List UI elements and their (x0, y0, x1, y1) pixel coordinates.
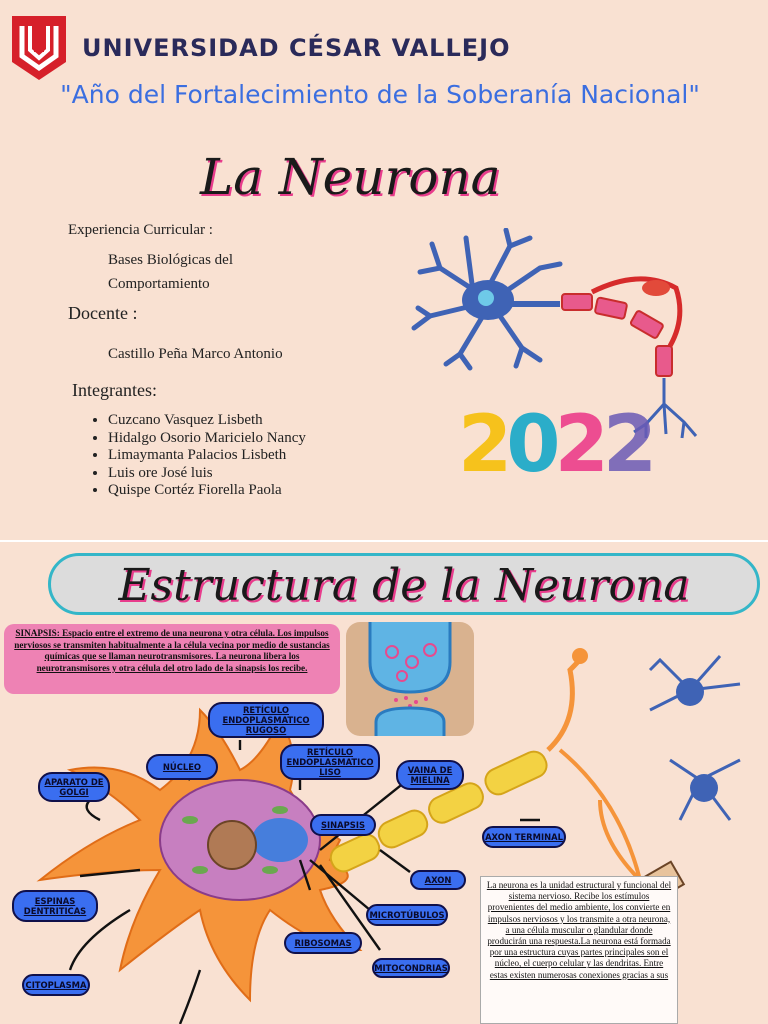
university-name: UNIVERSIDAD CÉSAR VALLEJO (82, 34, 511, 62)
year-graphic (458, 400, 651, 490)
label-axon-terminal: AXON TERMINAL (482, 826, 566, 848)
label-mitocondrias: MITOCONDRIAS (372, 958, 450, 978)
course-name-line1: Bases Biológicas del (108, 252, 233, 268)
label-mielina: VAINA DE MIELINA (396, 760, 464, 790)
page-divider (0, 540, 768, 542)
list-item: • Limaymanta Palacios Lisbeth (108, 447, 306, 465)
list-item: • Hidalgo Osorio Maricielo Nancy (108, 430, 306, 448)
label-sinapsis: SINAPSIS (310, 814, 376, 836)
year-digit: 2 (602, 400, 652, 490)
neuron-description: La neurona es la unidad estructural y funcional del sistema nervioso. Recibe los estímulos provenientes del medio ambiente, los convierte en impulsos nerviosos y los transmite a otra neurona, a una célula muscular o glandular donde producirán una respuesta.La neurona está formada por una estructura cuyas partes principales son el núcleo, el cuerpo celular y las dendritas. Entre estas existen numerosas conexiones gracias a sus (480, 876, 678, 1024)
label-golgi: APARATO DE GOLGI (38, 772, 110, 802)
list-item: • Cuzcano Vasquez Lisbeth (108, 412, 306, 430)
list-item: • Quispe Cortéz Fiorella Paola (108, 482, 306, 500)
year-digit: 2 (554, 400, 603, 490)
course-name-line2: Comportamiento (108, 276, 210, 292)
label-espinas: ESPINAS DENTRITICAS (12, 890, 98, 922)
teacher-label: Docente : (68, 303, 138, 323)
year-digit: 2 (458, 400, 507, 490)
members-list (90, 412, 306, 500)
section-title: Estructura de la Neurona (118, 560, 690, 611)
synapse-definition: SINAPSIS: Espacio entre el extremo de una neurona y otra célula. Los impulsos nerviosos se transmiten habitualmente a la célula vecina por medio de sustancias químicas que se llaman neurotransmisores. La neurona libera los neurotransmisores y otra célula del otro lado de la sinapsis los recibe. (4, 624, 340, 694)
year-digit: 0 (506, 400, 555, 490)
label-ribosomas: RIBOSOMAS (284, 932, 362, 954)
page-title: La Neurona (200, 148, 501, 206)
teacher-name: Castillo Peña Marco Antonio (108, 346, 283, 362)
label-axon: AXON (410, 870, 466, 890)
label-reticulo-liso: RETÍCULO ENDOPLASMATICO LISO (280, 744, 380, 780)
label-nucleo: NÚCLEO (146, 754, 218, 780)
university-logo (10, 12, 68, 82)
label-reticulo-rugoso: RETÍCULO ENDOPLASMATICO RUGOSO (208, 702, 324, 738)
list-item: • Luis ore José luis (108, 465, 306, 483)
members-label: Integrantes: (72, 380, 157, 400)
label-citoplasma: CITOPLASMA (22, 974, 90, 996)
label-microtubulos: MICROTÚBULOS (366, 904, 448, 926)
course-label: Experiencia Curricular : (68, 222, 213, 238)
year-slogan: "Año del Fortalecimiento de la Soberanía Nacional" (60, 80, 700, 109)
